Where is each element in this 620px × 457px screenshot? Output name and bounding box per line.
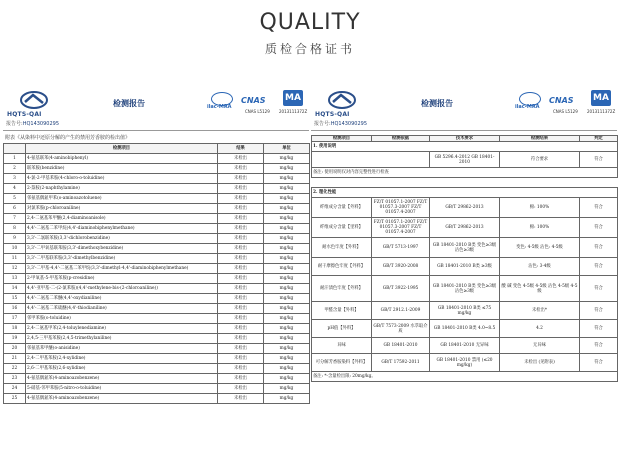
test-item: 4-氨基联苯(4-aminobiphenyl) bbox=[26, 154, 218, 164]
row-number: 19 bbox=[4, 334, 26, 344]
report-number: 报告号:HQ143090295 bbox=[311, 120, 617, 131]
test-item: 4,4'-二氨基二苯硫醚(4,4'-thiodianiline) bbox=[26, 304, 218, 314]
result: 未检出 bbox=[218, 204, 264, 214]
table-row bbox=[4, 284, 310, 294]
test-item: 邻氨基苯甲醚(o-anisidine) bbox=[26, 344, 218, 354]
test-item: 3,3'-二甲基联苯胺(3,3'-dimethylbenzidine) bbox=[26, 254, 218, 264]
table-row bbox=[4, 184, 310, 194]
unit: mg/kg bbox=[264, 354, 310, 364]
test-item: 联苯胺(benzidine) bbox=[26, 164, 218, 174]
result: 未检出 bbox=[218, 244, 264, 254]
unit: mg/kg bbox=[264, 224, 310, 234]
test-result: 酸 碱 变色 4-5级 4-5级 沾色 4-5级 4-5级 bbox=[500, 276, 580, 302]
requirement: GB 18401-2010 B类 ≥3级 bbox=[430, 258, 500, 276]
unit: mg/kg bbox=[264, 364, 310, 374]
test-item: 2,4-二氨基苯甲醚(2,4-diaminoanisole) bbox=[26, 214, 218, 224]
test-result: 未检出 (见附表) bbox=[500, 354, 580, 372]
result: 未检出 bbox=[218, 294, 264, 304]
test-item: 4,4'-二氨基二苯甲烷(4,4'-diaminobiphenylmethane) bbox=[26, 224, 218, 234]
requirement: GB 18401-2010 禁用 (≤20 mg/kg) bbox=[430, 354, 500, 372]
test-item: 异味 bbox=[312, 338, 372, 354]
test-basis: FZ/T 01057.1-2007 FZ/T 01057.3-2007 FZ/T 01057.4-2007 bbox=[372, 198, 430, 218]
result: 未检出 bbox=[218, 324, 264, 334]
result: 未检出 bbox=[218, 184, 264, 194]
unit: mg/kg bbox=[264, 344, 310, 354]
report-page-left bbox=[3, 88, 309, 454]
table-row bbox=[4, 344, 310, 354]
result: 未检出 bbox=[218, 174, 264, 184]
report-title: 检测报告 bbox=[421, 99, 453, 108]
row-number: 3 bbox=[4, 174, 26, 184]
requirement: GB 18401-2010 B类 ≤75 mg/kg bbox=[430, 302, 500, 320]
row-number: 21 bbox=[4, 354, 26, 364]
row-number: 23 bbox=[4, 374, 26, 384]
row-number: 13 bbox=[4, 274, 26, 284]
test-item: 2,4-二甲基苯胺(2,4-xylidine) bbox=[26, 354, 218, 364]
table-row bbox=[312, 338, 618, 354]
result: 未检出 bbox=[218, 314, 264, 324]
hqts-logo bbox=[315, 90, 373, 120]
row-number: 9 bbox=[4, 234, 26, 244]
unit: mg/kg bbox=[264, 184, 310, 194]
test-basis: GB/T 3922-1995 bbox=[372, 276, 430, 302]
table-row: GB 5296.4-2012 GB 18401-2010 符合要求 符合 bbox=[312, 152, 618, 168]
page-subtitle: 质检合格证书 bbox=[264, 42, 355, 56]
table-row bbox=[312, 238, 618, 258]
requirement: GB/T 29862-2013 bbox=[430, 198, 500, 218]
hqts-logo-text: HQTS-QAI bbox=[315, 111, 350, 118]
judgement: 符合 bbox=[580, 218, 618, 238]
cnas-logo: CNAS CNAS L5129 bbox=[241, 96, 270, 114]
note-row: 备注: 使用说明仅对内容完整性进行检查 bbox=[312, 168, 618, 178]
result: 未检出 bbox=[218, 274, 264, 284]
row-number: 5 bbox=[4, 194, 26, 204]
table-row bbox=[4, 254, 310, 264]
test-item: 耐水色牢度【外料】 bbox=[312, 238, 372, 258]
table-row bbox=[4, 204, 310, 214]
test-result: 4.2 bbox=[500, 320, 580, 338]
unit: mg/kg bbox=[264, 164, 310, 174]
hqts-logo-text: HQTS-QAI bbox=[7, 111, 42, 118]
row-number: 2 bbox=[4, 164, 26, 174]
unit: mg/kg bbox=[264, 314, 310, 324]
test-item: 甲醛含量【外料】 bbox=[312, 302, 372, 320]
result: 未检出 bbox=[218, 334, 264, 344]
report-page-right bbox=[311, 88, 617, 454]
row-number: 8 bbox=[4, 224, 26, 234]
row-number: 25 bbox=[4, 394, 26, 404]
test-item: 4-氨基偶氮苯(4-aminoazobenzene) bbox=[26, 374, 218, 384]
row-number: 4 bbox=[4, 184, 26, 194]
table-row bbox=[312, 354, 618, 372]
row-number: 24 bbox=[4, 384, 26, 394]
test-item: 2,6-二甲基苯胺(2,6-xylidine) bbox=[26, 364, 218, 374]
results-table bbox=[311, 135, 618, 382]
test-item: 3,3'-二甲基-4,4'-二氨基二苯甲烷(3,3'-dimethyl-4,4'-diaminobiphenylmethane) bbox=[26, 264, 218, 274]
result: 未检出 bbox=[218, 354, 264, 364]
test-item: 4,4'-二氨基二苯醚(4,4'-oxydianiline) bbox=[26, 294, 218, 304]
unit: mg/kg bbox=[264, 264, 310, 274]
row-number: 15 bbox=[4, 294, 26, 304]
table-row bbox=[4, 164, 310, 174]
table-row bbox=[4, 234, 310, 244]
unit: mg/kg bbox=[264, 374, 310, 384]
judgement: 符合 bbox=[580, 198, 618, 218]
test-basis: GB/T 3920-2008 bbox=[372, 258, 430, 276]
table-row bbox=[4, 294, 310, 304]
row-number: 17 bbox=[4, 314, 26, 324]
row-number: 10 bbox=[4, 244, 26, 254]
test-item: 4-氨基偶氮苯(4-aminoazobenzene) bbox=[26, 394, 218, 404]
table-row bbox=[4, 264, 310, 274]
result: 未检出 bbox=[218, 284, 264, 294]
table-row bbox=[4, 174, 310, 184]
row-number: 20 bbox=[4, 344, 26, 354]
test-item: pH值【外料】 bbox=[312, 320, 372, 338]
table-row bbox=[312, 198, 618, 218]
row-number: 18 bbox=[4, 324, 26, 334]
hqts-emblem-icon bbox=[19, 90, 49, 110]
requirement: GB 18401-2010 B类 4.0~8.5 bbox=[430, 320, 500, 338]
unit: mg/kg bbox=[264, 274, 310, 284]
test-item: 2,4,5-三甲基苯胺(2,4,5-trimethylaniline) bbox=[26, 334, 218, 344]
section-row: 1. 使用说明 bbox=[312, 142, 618, 152]
unit: mg/kg bbox=[264, 204, 310, 214]
table-row bbox=[4, 244, 310, 254]
table-row bbox=[4, 224, 310, 234]
test-item: 2-甲氧基-5-甲基苯胺(p-cresidine) bbox=[26, 274, 218, 284]
result: 未检出 bbox=[218, 194, 264, 204]
unit: mg/kg bbox=[264, 334, 310, 344]
unit: mg/kg bbox=[264, 234, 310, 244]
table-row bbox=[312, 218, 618, 238]
unit: mg/kg bbox=[264, 284, 310, 294]
table-row bbox=[4, 364, 310, 374]
table-row bbox=[4, 214, 310, 224]
test-item: 可分解芳香胺染料【外料】 bbox=[312, 354, 372, 372]
result: 未检出 bbox=[218, 304, 264, 314]
unit: mg/kg bbox=[264, 244, 310, 254]
judgement: 符合 bbox=[580, 258, 618, 276]
result: 未检出 bbox=[218, 224, 264, 234]
test-basis: GB/T 17592-2011 bbox=[372, 354, 430, 372]
attachment-caption: 附表《从染料中还原分解的产生的禁用芳香胺的检出值》 bbox=[5, 135, 131, 141]
result: 未检出 bbox=[218, 154, 264, 164]
table-row bbox=[4, 324, 310, 334]
table-header: 检测项目 结果 单位 bbox=[4, 144, 310, 154]
note-row: 备注: *-含量检出限: 20mg/kg。 bbox=[312, 372, 618, 382]
ilac-logo: ilac-MRA bbox=[207, 92, 237, 118]
table-row bbox=[312, 258, 618, 276]
test-result: 无异味 bbox=[500, 338, 580, 354]
hqts-logo bbox=[7, 90, 65, 120]
ilac-logo: ilac-MRA bbox=[515, 92, 545, 118]
test-item: 对氯苯胺(p-chloroaniline) bbox=[26, 204, 218, 214]
hqts-emblem-icon bbox=[327, 90, 357, 110]
unit: mg/kg bbox=[264, 394, 310, 404]
table-row bbox=[4, 194, 310, 204]
test-basis: GB/T 5713-1997 bbox=[372, 238, 430, 258]
test-item: 邻甲苯胺(o-toluidine) bbox=[26, 314, 218, 324]
test-result: 棉: 100% bbox=[500, 218, 580, 238]
unit: mg/kg bbox=[264, 154, 310, 164]
test-result: 未检出* bbox=[500, 302, 580, 320]
table-row bbox=[312, 302, 618, 320]
requirement: GB 18401-2010 B类 变色≥3级 沾色≥3级 bbox=[430, 276, 500, 302]
test-item: 4-氯-2-甲基苯胺(4-chloro-o-toluidine) bbox=[26, 174, 218, 184]
test-item: 纤维成分含量【外料】 bbox=[312, 198, 372, 218]
requirement: GB/T 29862-2013 bbox=[430, 218, 500, 238]
table-row bbox=[4, 154, 310, 164]
row-number: 14 bbox=[4, 284, 26, 294]
row-number: 22 bbox=[4, 364, 26, 374]
judgement: 符合 bbox=[580, 238, 618, 258]
unit: mg/kg bbox=[264, 214, 310, 224]
row-number: 12 bbox=[4, 264, 26, 274]
table-row bbox=[4, 304, 310, 314]
test-item: 4,4'-亚甲基-二-(2-氯苯胺)(4,4'-methylene-bis-(2-chloroaniline)) bbox=[26, 284, 218, 294]
ma-logo: MA 2013111372Z bbox=[587, 90, 615, 118]
table-row bbox=[4, 314, 310, 324]
unit: mg/kg bbox=[264, 304, 310, 314]
table-row bbox=[4, 384, 310, 394]
test-basis: FZ/T 01057.1-2007 FZ/T 01057.3-2007 FZ/T 01057.4-2007 bbox=[372, 218, 430, 238]
table-row bbox=[4, 394, 310, 404]
row-number: 7 bbox=[4, 214, 26, 224]
judgement: 符合 bbox=[580, 276, 618, 302]
result: 未检出 bbox=[218, 384, 264, 394]
requirement: GB 18401-2010 无异味 bbox=[430, 338, 500, 354]
test-item: 5-硝基-邻甲苯胺(5-nitro-o-toluidine) bbox=[26, 384, 218, 394]
row-number: 16 bbox=[4, 304, 26, 314]
test-item: 邻氨基偶氮甲苯(o-aminoazotoluene) bbox=[26, 194, 218, 204]
test-item: 2-萘胺(2-naphthylamine) bbox=[26, 184, 218, 194]
amine-table bbox=[3, 143, 310, 404]
requirement: GB 18401-2010 B类 变色≥3级 沾色≥3级 bbox=[430, 238, 500, 258]
test-item: 纤维成分含量【里料】 bbox=[312, 218, 372, 238]
table-header: 检测项目 检测依据 技术要求 检测结果 判定 bbox=[312, 136, 618, 142]
row-number: 6 bbox=[4, 204, 26, 214]
unit: mg/kg bbox=[264, 254, 310, 264]
test-basis: GB/T 2912.1-2009 bbox=[372, 302, 430, 320]
unit: mg/kg bbox=[264, 194, 310, 204]
result: 未检出 bbox=[218, 214, 264, 224]
report-title: 检测报告 bbox=[113, 99, 145, 108]
page-title: QUALITY bbox=[259, 10, 361, 35]
unit: mg/kg bbox=[264, 174, 310, 184]
row-number: 1 bbox=[4, 154, 26, 164]
result: 未检出 bbox=[218, 364, 264, 374]
row-number: 11 bbox=[4, 254, 26, 264]
spacer-row bbox=[312, 178, 618, 188]
test-result: 棉: 100% bbox=[500, 198, 580, 218]
unit: mg/kg bbox=[264, 294, 310, 304]
test-result: 沾色: 3-4级 bbox=[500, 258, 580, 276]
result: 未检出 bbox=[218, 344, 264, 354]
test-item: 2,4-二氨基甲苯(2,4-toluylenediamine) bbox=[26, 324, 218, 334]
table-row bbox=[4, 374, 310, 384]
judgement: 符合 bbox=[580, 338, 618, 354]
table-row bbox=[4, 274, 310, 284]
result: 未检出 bbox=[218, 264, 264, 274]
ma-logo: MA 2013111372Z bbox=[279, 90, 307, 118]
section-row: 2. 理化性能 bbox=[312, 188, 618, 198]
test-item: 耐干摩擦色牢度【外料】 bbox=[312, 258, 372, 276]
report-number: 报告号:HQ143090295 bbox=[3, 120, 309, 131]
test-basis: GB 18401-2010 bbox=[372, 338, 430, 354]
result: 未检出 bbox=[218, 254, 264, 264]
judgement: 符合 bbox=[580, 320, 618, 338]
table-row bbox=[4, 354, 310, 364]
result: 未检出 bbox=[218, 234, 264, 244]
unit: mg/kg bbox=[264, 384, 310, 394]
logo-row bbox=[3, 88, 309, 120]
result: 未检出 bbox=[218, 374, 264, 384]
table-row bbox=[4, 334, 310, 344]
result: 未检出 bbox=[218, 164, 264, 174]
test-basis: GB/T 7573-2009 水萃取介质 bbox=[372, 320, 430, 338]
judgement: 符合 bbox=[580, 302, 618, 320]
test-result: 变色: 4-5级 沾色: 4-5级 bbox=[500, 238, 580, 258]
test-item: 3,3'-二氯联苯胺(3,3'-dichlorobenzidine) bbox=[26, 234, 218, 244]
judgement: 符合 bbox=[580, 354, 618, 372]
unit: mg/kg bbox=[264, 324, 310, 334]
cnas-logo: CNAS CNAS L5129 bbox=[549, 96, 578, 114]
result: 未检出 bbox=[218, 394, 264, 404]
test-item: 3,3'-二甲氧基联苯胺(3,3'-dimethoxybenzidine) bbox=[26, 244, 218, 254]
table-row bbox=[312, 276, 618, 302]
test-item: 耐汗渍色牢度【外料】 bbox=[312, 276, 372, 302]
table-row bbox=[312, 320, 618, 338]
logo-row bbox=[311, 88, 617, 120]
